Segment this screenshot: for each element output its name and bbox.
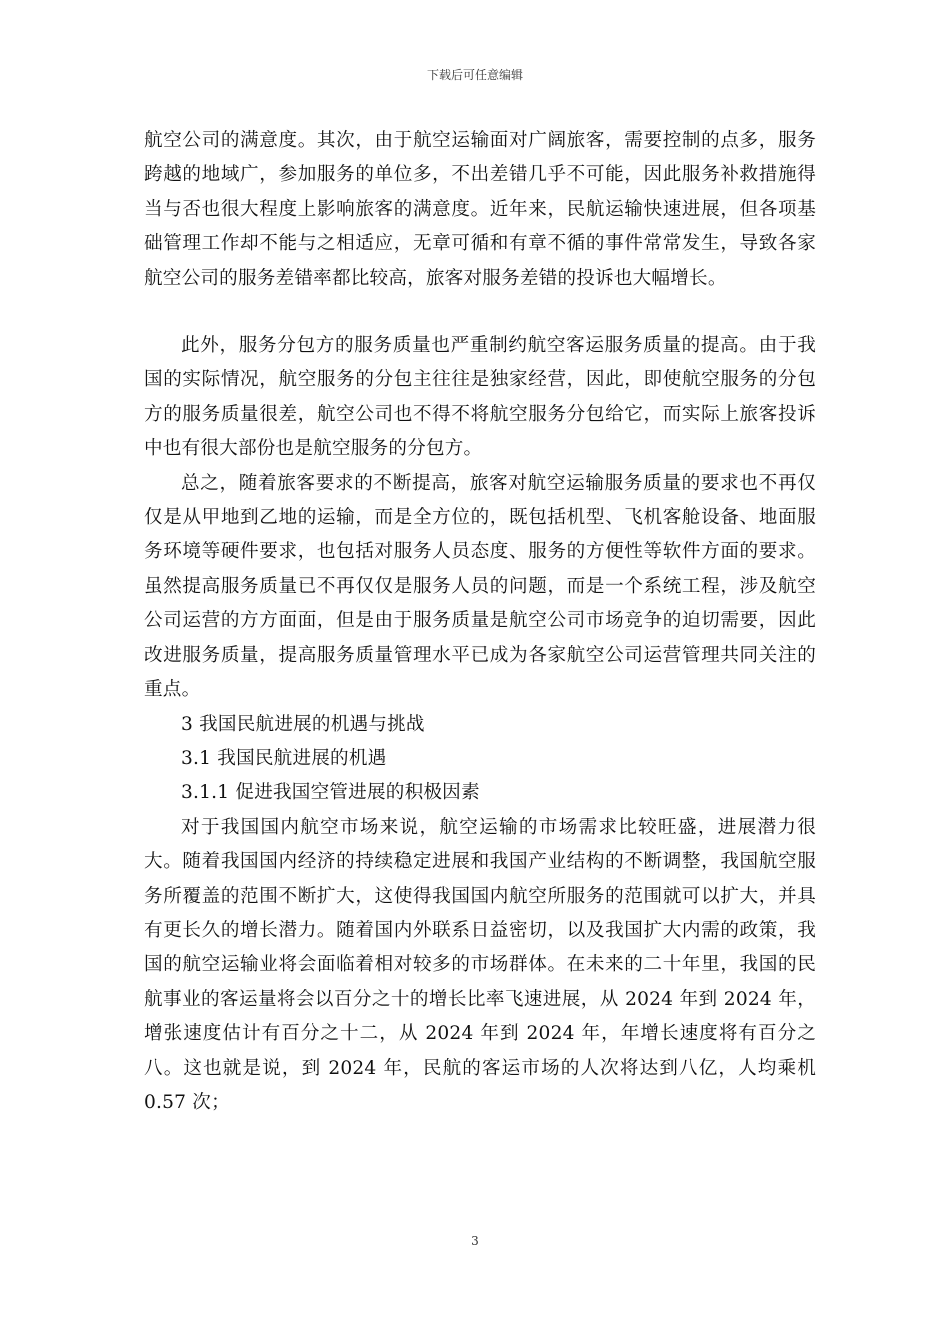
document-body (144, 124, 816, 1120)
paragraph-subcontractor-quality: 此外，服务分包方的服务质量也严重制约航空客运服务质量的提高。由于我国的实际情况，航空服务的分包主往往是独家经营，因此，即使航空服务的分包方的服务质量很差，航空公司也不得不将航空服务分包给它，而实际上旅客投诉中也有很大部份也是航空服务的分包方。 (144, 335, 816, 460)
paragraph-market-demand: 对于我国国内航空市场来说，航空运输的市场需求比较旺盛，进展潜力很大。随着我国国内经济的持续稳定进展和我国产业结构的不断调整，我国航空服务所覆盖的范围不断扩大，这使得我国国内航空所服务的范围就可以扩大，并具有更长久的增长潜力。随着国内外联系日益密切，以及我国扩大内需的政策，我国的航空运输业将会面临着相对较多的市场群体。在未来的二十年里，我国的民航事业的客运量将会以百分之十的增长比率飞速进展，从 2024 年到 2024 年，增张速度估计有百分之十二，从 2024 年到 2024 年，年增长速度将有百分之八。这也就是说，到 2024 年，民航的客运市场的人次将达到八亿，人均乘机 0.57 次； (144, 816, 816, 1113)
paragraph-summary: 总之，随着旅客要求的不断提高，旅客对航空运输服务质量的要求也不再仅仅是从甲地到乙地的运输，而是全方位的，既包括机型、飞机客舱设备、地面服务环境等硬件要求，也包括对服务人员态度、服务的方便性等软件方面的要求。虽然提高服务质量已不再仅仅是服务人员的问题，而是一个系统工程，涉及航空公司运营的方方面面，但是由于服务质量是航空公司市场竞争的迫切需要，因此改进服务质量，提高服务质量管理水平已成为各家航空公司运营管理共同关注的重点。 (144, 472, 816, 701)
section-heading-3-1-1: 3.1.1 促进我国空管进展的积极因素 (181, 782, 480, 804)
section-heading-3-1: 3.1 我国民航进展的机遇 (181, 747, 387, 769)
paragraph-spacer (144, 296, 816, 329)
section-heading-3: 3 我国民航进展的机遇与挑战 (181, 713, 425, 735)
page-number: 3 (471, 1234, 479, 1248)
page-header: 下载后可任意编辑 (426, 68, 523, 82)
paragraph-continuation: 航空公司的满意度。其次，由于航空运输面对广阔旅客，需要控制的点多，服务跨越的地域广，参加服务的单位多，不出差错几乎不可能，因此服务补救措施得当与否也很大程度上影响旅客的满意度。近年来，民航运输快速进展，但各项基础管理工作却不能与之相适应，无章可循和有章不循的事件常常发生，导致各家航空公司的服务差错率都比较高，旅客对服务差错的投诉也大幅增长。 (144, 130, 816, 289)
